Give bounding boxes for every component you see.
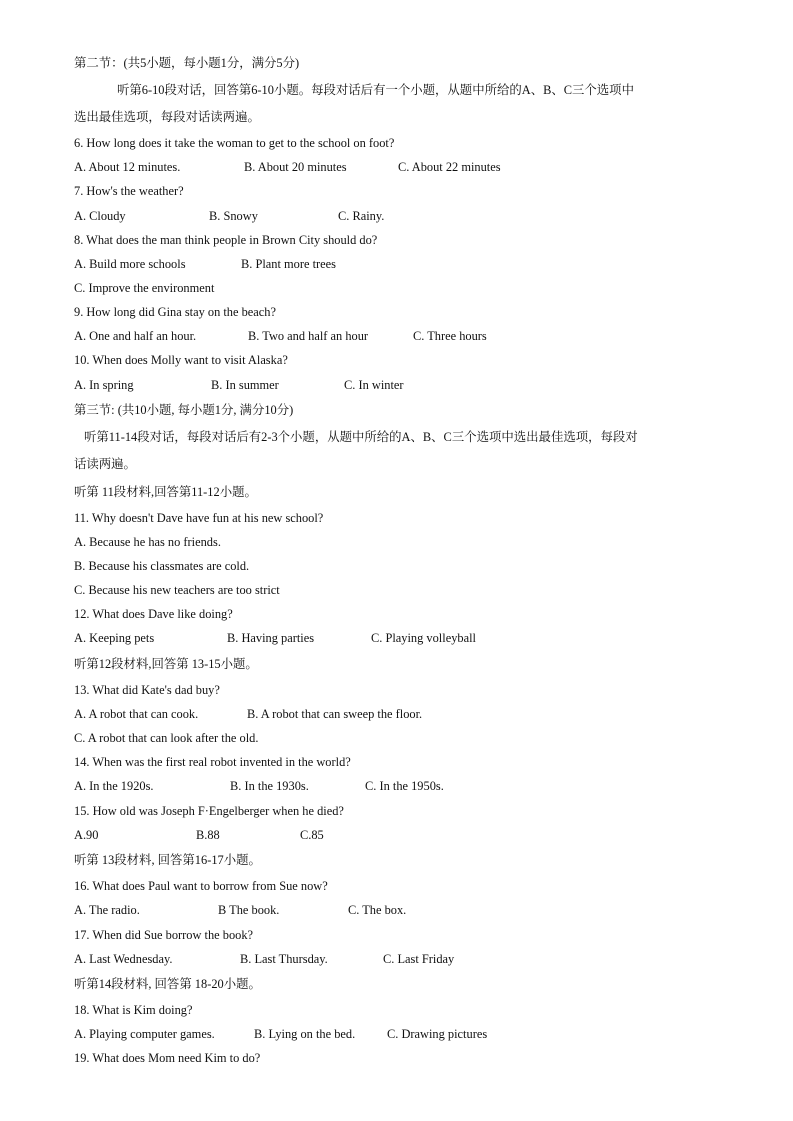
question-13-option-c: C. A robot that can look after the old. <box>74 731 259 745</box>
question-11: 11. Why doesn't Dave have fun at his new school? <box>74 511 324 525</box>
option-c: C.85 <box>300 828 324 842</box>
option-a: A. About 12 minutes. <box>74 160 181 174</box>
option-b: B. In summer <box>211 378 279 392</box>
material-12-heading: 听第12段材料,回答第 13-15小题。 <box>74 657 258 671</box>
question-16: 16. What does Paul want to borrow from Sue now? <box>74 879 328 893</box>
section2-instruction-cont: 选出最佳选项，每段对话读两遍。 <box>74 110 260 124</box>
option-c: C. Drawing pictures <box>387 1027 488 1041</box>
section2-instruction: 听第6-10段对话，回答第6-10小题。每段对话后有一个小题，从题中所给的A、B、C三个选项中 <box>117 83 634 97</box>
option-c: C. Last Friday <box>383 952 455 966</box>
option-b: B. Last Thursday. <box>240 952 328 966</box>
option-b: B. In the 1930s. <box>230 779 309 793</box>
question-7: 7. How's the weather? <box>74 184 184 198</box>
section2-heading: 第二节：(共5小题，每小题1分，满分5分) <box>74 56 300 70</box>
material-14-heading: 听第14段材料, 回答第 18-20小题。 <box>74 977 261 991</box>
option-a: A. Cloudy <box>74 209 126 223</box>
section3-instruction-cont: 话读两遍。 <box>74 457 136 471</box>
question-13: 13. What did Kate's dad buy? <box>74 683 220 697</box>
option-a: A. Keeping pets <box>74 631 155 645</box>
question-9: 9. How long did Gina stay on the beach? <box>74 305 276 319</box>
option-c: C. In winter <box>344 378 404 392</box>
option-c: C. Playing volleyball <box>371 631 476 645</box>
question-12: 12. What does Dave like doing? <box>74 607 233 621</box>
option-b: B.88 <box>196 828 220 842</box>
material-11-heading: 听第 11段材料,回答第11-12小题。 <box>74 485 257 499</box>
question-11-option-c: C. Because his new teachers are too strict <box>74 583 280 597</box>
option-a: A.90 <box>74 828 99 842</box>
question-8-option-c: C. Improve the environment <box>74 281 215 295</box>
question-14: 14. When was the first real robot invented in the world? <box>74 755 351 769</box>
option-a: A. Playing computer games. <box>74 1027 215 1041</box>
question-6: 6. How long does it take the woman to get to the school on foot? <box>74 136 395 150</box>
option-a: A. The radio. <box>74 903 140 917</box>
option-a: A. In the 1920s. <box>74 779 154 793</box>
question-10: 10. When does Molly want to visit Alaska? <box>74 353 288 367</box>
option-b: B. Having parties <box>227 631 315 645</box>
option-a: A. Last Wednesday. <box>74 952 173 966</box>
question-19: 19. What does Mom need Kim to do? <box>74 1051 261 1065</box>
option-b: B. Lying on the bed. <box>254 1027 356 1041</box>
option-a: A. A robot that can cook. <box>74 707 199 721</box>
option-c: C. The box. <box>348 903 407 917</box>
option-c: C. About 22 minutes <box>398 160 501 174</box>
material-13-heading: 听第 13段材料, 回答第16-17小题。 <box>74 853 261 867</box>
option-b: B. A robot that can sweep the floor. <box>247 707 423 721</box>
option-c: C. In the 1950s. <box>365 779 444 793</box>
option-b: B. Snowy <box>209 209 258 223</box>
section3-heading: 第三节: (共10小题, 每小题1分, 满分10分) <box>74 403 294 417</box>
option-a: A. In spring <box>74 378 134 392</box>
option-b: B. Two and half an hour <box>248 329 369 343</box>
option-a: A. One and half an hour. <box>74 329 197 343</box>
option-b: B. Plant more trees <box>241 257 336 271</box>
option-a: A. Build more schools <box>74 257 186 271</box>
question-18: 18. What is Kim doing? <box>74 1003 193 1017</box>
question-11-option-a: A. Because he has no friends. <box>74 535 221 549</box>
question-11-option-b: B. Because his classmates are cold. <box>74 559 250 573</box>
question-8: 8. What does the man think people in Brown City should do? <box>74 233 378 247</box>
option-c: C. Rainy. <box>338 209 385 223</box>
section3-instruction: 听第11-14段对话，每段对话后有2-3个小题，从题中所给的A、B、C三个选项中选出最佳选项，每段对 <box>84 430 638 444</box>
question-17: 17. When did Sue borrow the book? <box>74 928 254 942</box>
option-b: B The book. <box>218 903 280 917</box>
option-b: B. About 20 minutes <box>244 160 347 174</box>
option-c: C. Three hours <box>413 329 487 343</box>
question-15: 15. How old was Joseph F·Engelberger when he died? <box>74 804 344 818</box>
